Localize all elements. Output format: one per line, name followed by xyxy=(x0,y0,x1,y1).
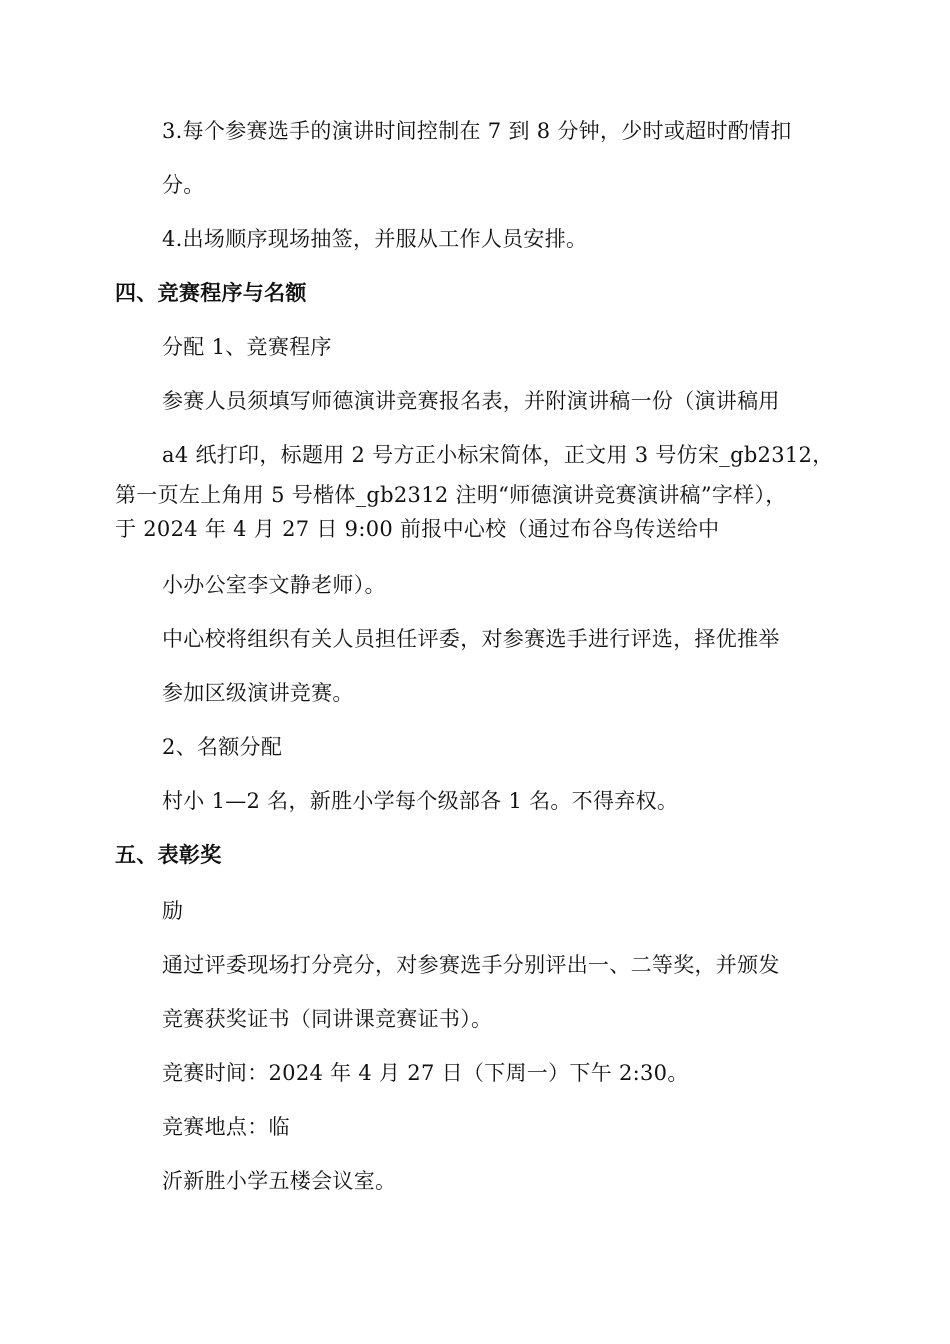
section-heading-5: 五、表彰奖 xyxy=(115,843,222,867)
paragraph-contest-place-label: 竞赛地点：临 xyxy=(162,1115,290,1139)
paragraph-time-limit-line1: 3.每个参赛选手的演讲时间控制在 7 到 8 分钟，少时或超时酌情扣 xyxy=(162,119,792,143)
paragraph-judging-line2: 参加区级演讲竞赛。 xyxy=(162,681,354,705)
section-heading-4: 四、竞赛程序与名额 xyxy=(115,281,307,305)
paragraph-time-limit-line2: 分。 xyxy=(162,173,205,197)
paragraph-order-draw: 4.出场顺序现场抽签，并服从工作人员安排。 xyxy=(162,227,588,251)
paragraph-registration-line2: a4 纸打印，标题用 2 号方正小标宋简体，正文用 3 号仿宋_gb2312， xyxy=(162,443,834,467)
paragraph-registration-line5: 小办公室李文静老师）。 xyxy=(162,573,386,597)
paragraph-registration-line4: 于 2024 年 4 月 27 日 9:00 前报中心校（通过布谷鸟传送给中 xyxy=(115,517,720,541)
paragraph-contest-time: 竞赛时间：2024 年 4 月 27 日（下周一）下午 2:30。 xyxy=(162,1061,689,1085)
paragraph-registration-line1: 参赛人员须填写师德演讲竞赛报名表，并附演讲稿一份（演讲稿用 xyxy=(162,389,780,413)
paragraph-quota-detail: 村小 1—2 名，新胜小学每个级部各 1 名。不得弃权。 xyxy=(162,789,679,813)
paragraph-award-word: 励 xyxy=(162,899,184,923)
paragraph-contest-place: 沂新胜小学五楼会议室。 xyxy=(162,1169,397,1193)
paragraph-quota-title: 2、名额分配 xyxy=(162,735,283,759)
paragraph-award-line1: 通过评委现场打分亮分，对参赛选手分别评出一、二等奖，并颁发 xyxy=(162,953,780,977)
paragraph-procedure-title: 分配 1、竞赛程序 xyxy=(162,335,332,359)
paragraph-registration-line3: 第一页左上角用 5 号楷体_gb2312 注明“师德演讲竞赛演讲稿”字样）， xyxy=(115,483,787,507)
paragraph-judging-line1: 中心校将组织有关人员担任评委，对参赛选手进行评选，择优推举 xyxy=(162,627,780,651)
paragraph-award-line2: 竞赛获奖证书（同讲课竞赛证书）。 xyxy=(162,1007,493,1031)
